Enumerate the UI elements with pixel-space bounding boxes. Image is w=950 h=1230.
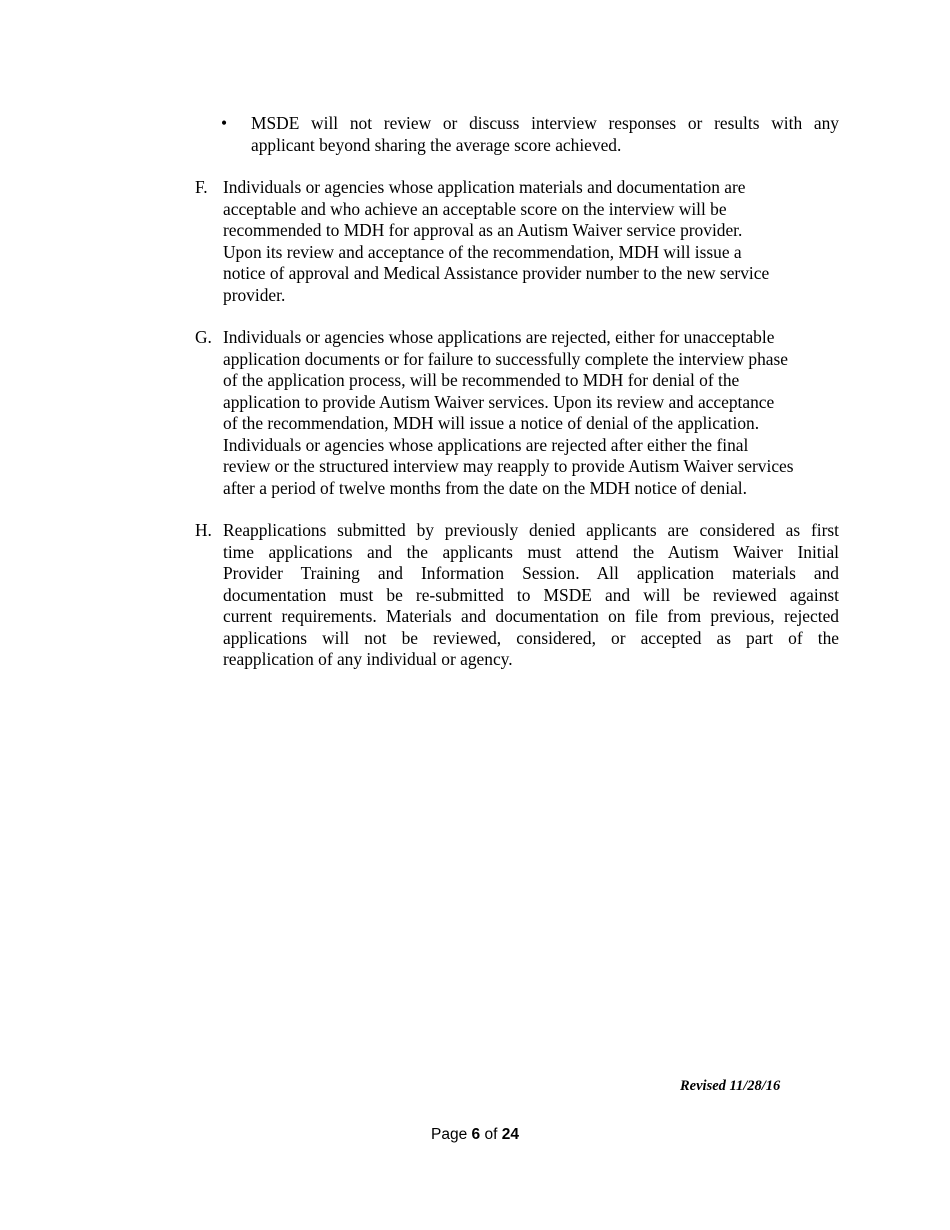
item-text bbox=[223, 177, 839, 306]
revised-date: Revised 11/28/16 bbox=[680, 1078, 781, 1094]
text-line: documentation must be re-submitted to MSDE and will be reviewed against bbox=[223, 584, 839, 605]
bullet-icon: • bbox=[221, 113, 228, 133]
list-item-g bbox=[195, 327, 839, 499]
list-item-f bbox=[195, 177, 839, 306]
text-line: time applications and the applicants must attend the Autism Waiver Initial bbox=[223, 541, 839, 562]
bullet-text bbox=[251, 113, 839, 156]
page-number bbox=[0, 1124, 950, 1146]
text-line: applications will not be reviewed, considered, or accepted as part of the bbox=[223, 627, 839, 648]
text-line: Provider Training and Information Session. All application materials and bbox=[223, 563, 839, 583]
bullet-item bbox=[221, 113, 839, 156]
text-line: acceptable and who achieve an acceptable score on the interview will be bbox=[223, 198, 727, 219]
item-text bbox=[223, 520, 839, 671]
item-text bbox=[223, 327, 839, 499]
text-line: of the application process, will be recommended to MDH for denial of the bbox=[223, 370, 740, 390]
text-line: Reapplications submitted by previously denied applicants are considered as first bbox=[223, 520, 839, 540]
text-line: MSDE will not review or discuss interview responses or results with any bbox=[251, 113, 839, 133]
text-line: Upon its review and acceptance of the recommendation, MDH will issue a bbox=[223, 241, 742, 262]
list-item-h bbox=[195, 520, 839, 671]
text-line: Individuals or agencies whose application materials and documentation are bbox=[223, 177, 746, 197]
page-total: 24 bbox=[501, 1126, 519, 1143]
item-letter: F. bbox=[195, 177, 208, 197]
text-line: provider. bbox=[223, 284, 286, 305]
text-line: current requirements. Materials and documentation on file from previous, rejected bbox=[223, 606, 839, 626]
text-line: application documents or for failure to successfully complete the interview phase bbox=[223, 348, 789, 369]
page-current: 6 bbox=[471, 1126, 481, 1143]
text-line: notice of approval and Medical Assistance provider number to the new service bbox=[223, 263, 770, 283]
text-line: after a period of twelve months from the date on the MDH notice of denial. bbox=[223, 477, 747, 498]
text-line: Individuals or agencies whose applications are rejected after either the final bbox=[223, 434, 749, 455]
text-line: of the recommendation, MDH will issue a notice of denial of the application. bbox=[223, 413, 760, 433]
text-line: application to provide Autism Waiver services. Upon its review and acceptance bbox=[223, 391, 775, 412]
text-line: reapplication of any individual or agency. bbox=[223, 649, 513, 669]
text-line: Individuals or agencies whose applications are rejected, either for unacceptable bbox=[223, 327, 775, 347]
page-prefix: Page bbox=[431, 1126, 468, 1143]
text-line: applicant beyond sharing the average score achieved. bbox=[251, 134, 622, 155]
item-letter: H. bbox=[195, 520, 212, 540]
page-of: of bbox=[484, 1126, 498, 1143]
item-letter: G. bbox=[195, 327, 212, 347]
text-line: review or the structured interview may reapply to provide Autism Waiver services bbox=[223, 456, 794, 476]
text-line: recommended to MDH for approval as an Autism Waiver service provider. bbox=[223, 220, 743, 240]
